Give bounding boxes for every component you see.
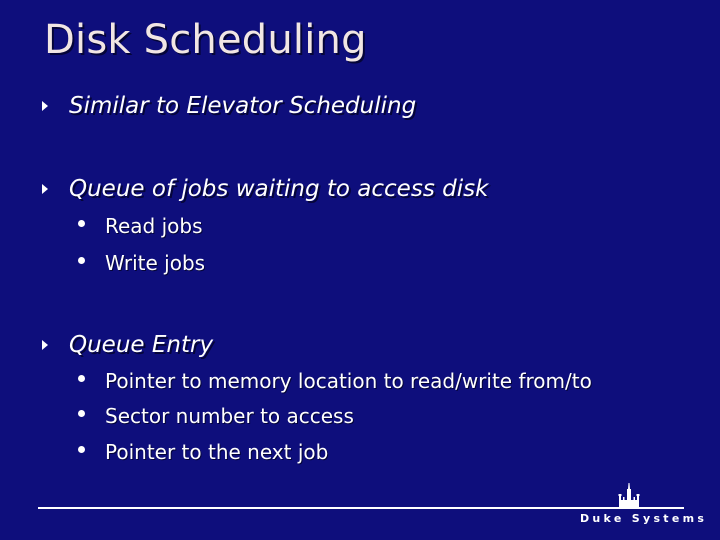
footer-logo-text: Duke Systems bbox=[580, 512, 708, 525]
sub-bullet-item bbox=[78, 213, 203, 239]
dot-bullet-icon bbox=[78, 375, 85, 382]
triangle-bullet-icon bbox=[42, 101, 48, 111]
sub-bullet-text: Sector number to access bbox=[105, 404, 354, 428]
bullet-item bbox=[42, 91, 416, 121]
bullet-text: Similar to Elevator Scheduling bbox=[69, 93, 417, 119]
bullet-item bbox=[42, 174, 488, 204]
slide-title: Disk Scheduling bbox=[44, 17, 367, 63]
sub-bullet-text: Read jobs bbox=[105, 214, 203, 238]
dot-bullet-icon bbox=[78, 410, 85, 417]
dot-bullet-icon bbox=[78, 446, 85, 453]
bullet-item bbox=[42, 330, 213, 360]
sub-bullet-text: Write jobs bbox=[105, 251, 206, 275]
sub-bullet-item bbox=[78, 403, 354, 429]
bullet-text: Queue Entry bbox=[69, 332, 214, 358]
sub-bullet-text: Pointer to the next job bbox=[105, 440, 329, 464]
triangle-bullet-icon bbox=[42, 340, 48, 350]
dot-bullet-icon bbox=[78, 257, 85, 264]
triangle-bullet-icon bbox=[42, 184, 48, 194]
sub-bullet-item bbox=[78, 250, 205, 276]
sub-bullet-item bbox=[78, 439, 328, 465]
duke-chapel-icon bbox=[616, 483, 642, 507]
sub-bullet-text: Pointer to memory location to read/write from/to bbox=[105, 369, 592, 393]
dot-bullet-icon bbox=[78, 220, 85, 227]
sub-bullet-item bbox=[78, 368, 592, 394]
footer-divider bbox=[38, 507, 684, 509]
bullet-text: Queue of jobs waiting to access disk bbox=[69, 176, 489, 202]
